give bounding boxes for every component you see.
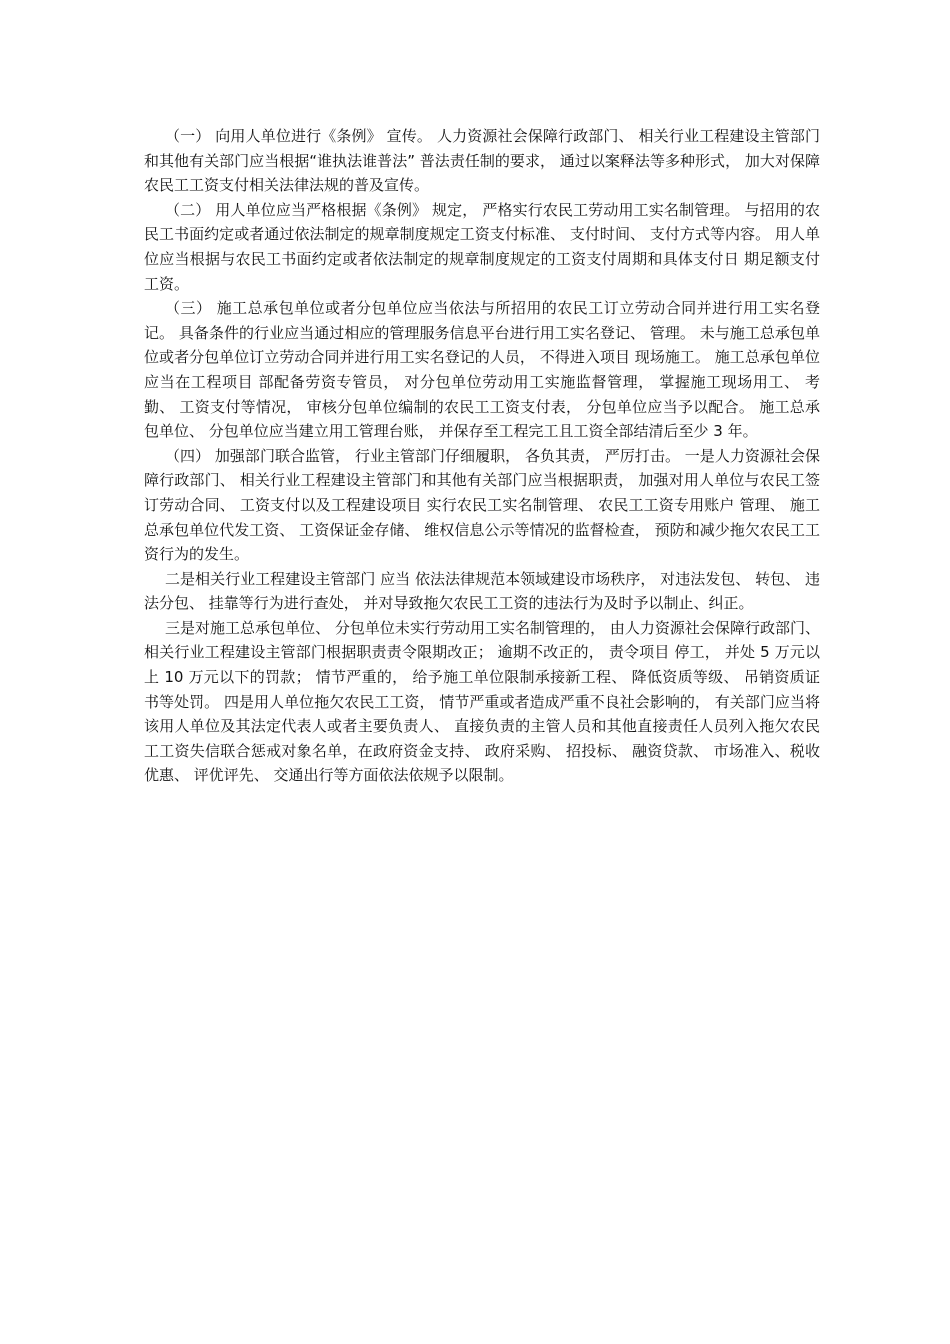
- document-body: [144, 124, 820, 788]
- paragraph-section-4: （四） 加强部门联合监管， 行业主管部门仔细履职， 各负其责， 严厉打击。 一是人力资源社会保障行政部门、 相关行业工程建设主管部门和其他有关部门应当根据职责， 加强对用人单位与农民工签订劳动合同、 工资支付以及工程建设项目 实行农民工实名制管理、 农民工工资专用账户 管理、 施工总承包单位代发工资、 工资保证金存储、 维权信息公示等情况的监督检查， 预防和减少拖欠农民工工资行为的发生。: [144, 446, 820, 564]
- paragraph-section-2: （二） 用人单位应当严格根据《条例》 规定， 严格实行农民工劳动用工实名制管理。 与招用的农民工书面约定或者通过依法制定的规章制度规定工资支付标准、 支付时间、 支付方式等内容。 用人单位应当根据与农民工书面约定或者依法制定的规章制度规定的工资支付周期和具体支付日 期足额支付工资。: [144, 200, 820, 293]
- paragraph-item-2: 二是相关行业工程建设主管部门 应当 依法法律规范本领域建设市场秩序， 对违法发包、 转包、 违法分包、 挂靠等行为进行查处， 并对导致拖欠农民工工资的违法行为及时予以制止、纠正。: [144, 569, 820, 613]
- paragraph-section-1: （一） 向用人单位进行《条例》 宣传。 人力资源社会保障行政部门、 相关行业工程建设主管部门和其他有关部门应当根据“谁执法谁普法” 普法责任制的要求， 通过以案释法等多种形式， 加大对保障农民工工资支付相关法律法规的普及宣传。: [144, 127, 820, 195]
- paragraph-section-3: （三） 施工总承包单位或者分包单位应当依法与所招用的农民工订立劳动合同并进行用工实名登记。 具备条件的行业应当通过相应的管理服务信息平台进行用工实名登记、 管理。 未与施工总承包单位或者分包单位订立劳动合同并进行用工实名登记的人员， 不得进入项目 现场施工。 施工总承包单位应当在工程项目 部配备劳资专管员， 对分包单位劳动用工实施监督管理， 掌握施工现场用工、 考勤、 工资支付等情况， 审核分包单位编制的农民工工资支付表， 分包单位应当予以配合。 施工总承包单位、 分包单位应当建立用工管理台账， 并保存至工程完工且工资全部结清后至少 3 年。: [144, 299, 820, 441]
- paragraph-item-3: 三是对施工总承包单位、 分包单位未实行劳动用工实名制管理的， 由人力资源社会保障行政部门、 相关行业工程建设主管部门根据职责责令限期改正； 逾期不改正的， 责令项目 停工， 并处 5 万元以上 10 万元以下的罚款； 情节严重的， 给予施工单位限制承接新工程、 降低资质等级、 吊销资质证书等处罚。 四是用人单位拖欠农民工工资， 情节严重或者造成严重不良社会影响的， 有关部门应当将该用人单位及其法定代表人或者主要负责人、 直接负责的主管人员和其他直接责任人员列入拖欠农民工工资失信联合惩戒对象名单，在政府资金支持、 政府采购、 招投标、 融资贷款、 市场准入、税收优惠、 评优评先、 交通出行等方面依法依规予以限制。: [144, 618, 820, 785]
